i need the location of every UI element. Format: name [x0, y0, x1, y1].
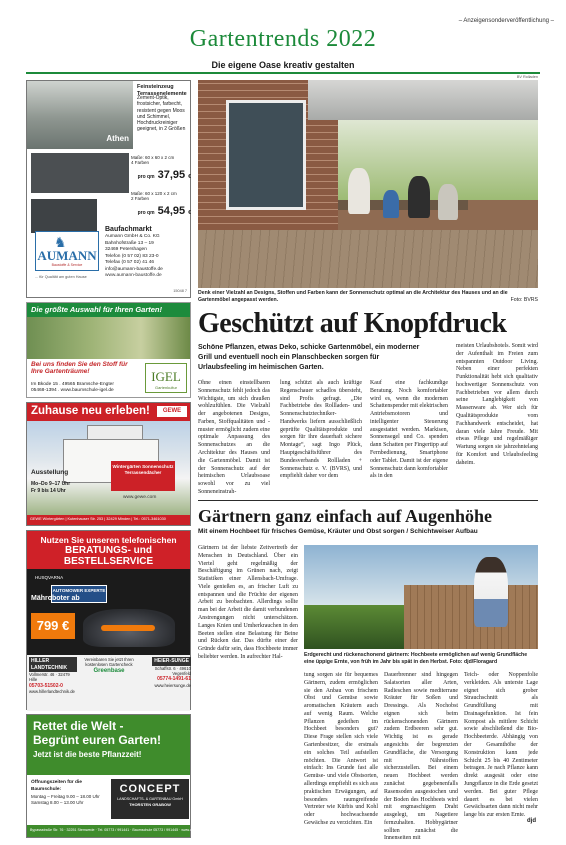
concept-hours: Öffnungszeiten für die Baumschule: Montag – Freitag 9.00 – 18.00 Uhr Samstag 8.00 – 13.00 Uhr: [31, 780, 100, 805]
raised-bed-photo: [304, 545, 538, 649]
article2-title: Gärtnern ganz einfach auf Augenhöhe: [198, 506, 493, 526]
igel-address: Im Bkode 15 . 49565 Bramsche-Engter 05468-1394 . www.baumschule-igel.de: [31, 382, 114, 394]
feature-title: Feinsteinzeug Terrassenelemente: [137, 84, 187, 97]
ad-gewe[interactable]: [26, 402, 191, 526]
aumann-logo: ♞ AUMANN Baustoffe & Service: [35, 231, 99, 271]
photo-brand: Athen: [106, 134, 129, 143]
product-badge: Wintergärten Sonnenschutz Terrassendächer: [111, 461, 175, 491]
husqvarna-badge: HUSQVARNA AUTOMOWER EXPERTE: [35, 573, 107, 613]
person-2: [383, 190, 399, 218]
price-1: pro qm 37,95 €: [137, 169, 191, 181]
garden-photo: [27, 317, 190, 359]
exhibit-label: Ausstellung: [31, 469, 69, 476]
robot-mower-image: [83, 609, 175, 647]
opening-hours: Mo–Do 9–17 Uhr Fr 9 bis 14 Uhr: [31, 481, 71, 494]
ad-husqvarna[interactable]: [26, 530, 191, 710]
terrace-photo: [198, 80, 538, 288]
dealer-heiersunge[interactable]: HEIER-SUNGE Schaffstr. 6 · 49610 Vegenfeld 05774-1491-61 www.heiersunge.de: [154, 658, 191, 688]
person-4: [438, 184, 458, 220]
ad-photo-furniture: [27, 81, 133, 149]
photo-code: BV Rolladen: [516, 75, 538, 79]
horse-icon: ♞: [54, 234, 67, 250]
gewe-headline: Zuhause neu erleben!: [27, 403, 190, 421]
concept-footer: Bypassstraße Str. 76 · 32251 Stemwede · Tel. 05773 / 991441 · Baumschule 05773 / 991445 · www.concept-grabow.de: [27, 825, 190, 837]
article-lead: Schöne Pflanzen, etwas Deko, schicke Gartenmöbel, ein moderner Grill und eventuell noch ein Planschbecken sorgen für Urlaubsfeeling im heimischen Garten.: [198, 344, 420, 372]
aumann-slogan: ... für Qualität am guten Hause: [35, 275, 87, 279]
page-title: Gartentrends 2022: [189, 26, 377, 52]
igel-logo: IGEL Gartenkultur: [145, 363, 187, 393]
article-separator: [198, 500, 538, 501]
article-col-4: meisten Urlaubshotels. Somit wird der Aufenthalt im Freien zum entspannten Outdoor Living. Neben einer perfekten Funktionalität hebt sich qualitativ hochwertiger Sonnenschutz von Fachbetrieben vor allem durch seine Langlebigkeit von Massenware ab. Wer sich für Qualitätsprodukte vom Fachhandwerk entscheidet, hat daran viele Jahre Freude. Mit etwas Pflege und regelmäßiger Wartung sorgen sie jahrzehntelang für Komfort und Urlaubsfeeling daheim.: [456, 343, 538, 466]
header-rule: [26, 72, 540, 74]
photo2-caption: Erdgerecht und rückenschonend gärtnern: Hochbeete ermöglichen auf wenig Grundfläche eine üppige Ernte, von früh im Jahr bis spät in den Herbst. Foto: djd/Floragard: [304, 652, 528, 666]
article2-col-c: Dauerbrenner sind hingegen Salatsorten aller Arten, Radieschen sowie mediterrane Kräuter für Soßen und Dressings. Als Nochobst eignen sich beim rückenschonenden Gärtnern zudem Erdbeeren sehr gut. Wichtig ist es gerade angesichts der begrenzten Grundfläche, die Versorgung mit Nährstoffen sicherzustellen. Bei einem neuen Hochbeet werden zunächst gegebenenfalls Rasensoden ausgestochen und der Boden des Hochbeets wird mit engmaschigem Draht ausgelegt, um Nagetiere fernzuhalten. Hobbygärtner sollten zunächst die Innenseiten mit: [384, 672, 458, 842]
article2-col-b: tung sorgen sie für bequemes Gärtnern, zudem ermöglichen sie den Anbau von frischem Obst und Gemüse sowie aromatischen Kräutern auch auf wenig Raum. Welche Pflanzen gedeihen im Hochbeet besonders gut? Diese Frage stellen sich viele Gartenbesitzer, die erstmals ein solches Teil aufstellen möchten. Die Antwort ist einfach: Ins Grunde fast alle Gemüse- und viele Obstsorten, allerdings empfiehlt es sich aus praktischen Erwägungen, auf besonders raumgreifende Vertreter wie Kürbis und Kohl oder hochwachsende Gewächse zu verzichten. Ein: [304, 672, 378, 826]
mower-label: Mähroboter ab: [31, 595, 80, 602]
price-2: pro qm 54,95 €: [137, 205, 191, 217]
article-col-2: lung schützt als auch kräftige Regenschauer schadlos übersteht, sind Profis gefragt. „Die Fachbetriebe des Rollladen- und Sonnenschutztechniker-Handwerks liefern ausschließlich geprüfte Qualitätsprodukte und sorgen für ihre dauerhaft sichere Montage“, sagt Ingo Plück, Hauptgeschäftsführer des Bundesverbands Rollladen + Sonnenschutz e. V. (BVRS), und empfiehlt daher vor dem: [280, 380, 362, 480]
signature: djd: [527, 818, 536, 824]
gardener: [474, 557, 508, 627]
article-title: Geschützt auf Knopfdruck: [198, 308, 507, 339]
spec-1: Maße: 60 x 60 x 2 cm 4 Farben: [131, 155, 175, 166]
ad-concept[interactable]: [26, 714, 221, 838]
concept-banner: Rettet die Welt - Begrünt euren Garten! Jetzt ist die beste Pflanzzeit!: [27, 715, 190, 775]
dealer-hiller[interactable]: HILLER LANDTECHNIK Vollmerstr. 46 · 32479 Hille 05703-51502-0 www.hillerlandtechnik.de: [29, 657, 77, 695]
ad-code: 15048 7: [173, 289, 187, 293]
article-col-3: Kauf eine fachkundige Beratung. Noch komfortabler wird es, wenn die modernen Schattenspender mit elektrischen Antriebsmotoren und intelligenter Steuerung ausgestattet werden. Markisen, Sonnensegel und Co. spenden dann Schatten per Fingertipp auf Fernbedienung, Smartphone oder Tablet. Damit ist der eigene Sonnenschutz dann komfortabler als in den: [370, 380, 448, 480]
gewe-footer: GEWE Wintergärten | Kutenhauser Str. 253 | 32429 Minden | Tel.: 0571-3461030: [27, 515, 190, 525]
raised-bed: [404, 585, 538, 649]
photo-caption: Denk einer Vielzahl an Designs, Stoffen und Farben kann der Sonnenschutz optimal an die Architektur des Hauses und an die Gartenmöbel angepasst werden. Foto: BVRS: [198, 290, 538, 304]
mower-price: 799 €: [31, 613, 75, 639]
article2-lead: Mit einem Hochbeet für frisches Gemüse, Kräuter und Obst sorgen / Schichtweiser Aufbau: [198, 528, 478, 535]
page-subtitle: Die eigene Oase kreativ gestalten: [211, 60, 355, 70]
wooden-deck: [198, 230, 538, 288]
gewe-website[interactable]: www.gewe.com: [123, 495, 157, 500]
person-3: [408, 176, 430, 218]
ad-igel[interactable]: [26, 302, 191, 398]
person-1: [348, 168, 370, 214]
concept-logo: CONCEPT LANDSCHAFTS- & GARTENBAU GmbH THORSTEN GRABOW: [111, 779, 189, 819]
article2-col-d: Teich- oder Noppenfolie verkleiden. Als unterste Lage eignet sich grober Strauchschnitt als Grundfüllung mit Drainagefunktion. Ist fein Kompost als mittlere Schicht sowie abschließend die Bio-Hochbeeterde. Abhängig von der Gesamthöhe der Konstruktion kann jede Schicht 25 bis 40 Zentimeter betragen. Je nach Pflanze kann direkt ausgesät oder eine Jungpflanze in die Erde gesetzt werden. Bei guter Pflege dauert es bei vielen Gewächsarten dann nicht mehr lange bis zur ersten Ernte.: [464, 672, 538, 819]
dealers: [27, 655, 190, 711]
ad-aumann[interactable]: [26, 80, 191, 298]
dealer-greenbase[interactable]: Vereinbaren Sie jetzt Ihren kostenlosen Gartencheck Greenbase: [84, 657, 134, 674]
feature-desc: Zement-Optik, frostsicher, farbecht, resistent gegen Moos und Schimmel, Hochdruckreiniger geeignet, in 2 Größen: [137, 95, 186, 133]
aumann-address: Baufachmarkt Aumann GmbH & Co. KG Bahnhofstraße 13 – 19 32469 Petershagen Telefon (0 57 02) 83 23-0 Telefax (0 57 02) 41 46 info@aumann-baustoffe.de www.aumann-baustoffe.de: [105, 226, 163, 279]
supplement-tag: – Anzeigensonderveröffentlichung –: [458, 18, 554, 24]
igel-banner: Die größte Auswahl für Ihren Garten!: [27, 303, 190, 317]
article-col-1: Ohne einen einstellbaren Sonnenschutz fehlt jedoch das Wichtigste, um sich draußen wohlzufühlen. Die Vielzahl der angebotenen Designs, Farben, Stoffqualitäten und -muster ermöglicht zudem eine optimale Anpassung des Sonnenschutzes an die Architektur des Hauses und die Gartenmöbel. Damit ist der Sonnenschutz auf der heimischen Urlaubsoase sowohl vor zu viel Sonneneinstrah-: [198, 380, 270, 495]
article2-col-a: Gärtnern ist der liebste Zeitvertreib der Menschen in Deutschland. Über ein Viertel geht regelmäßig der Beschäftigung im Grünen nach, zeigt Statistiken einer Allensbach-Umfrage. Viele genießen es, an frischer Luft zu entspannen und die Früchte der eigenen Arbeit zu beobachten. Allerdings sollte man bei der Arbeit die damit verbundenen Anstrengungen nicht unterschätzen. Langes Knien und Umherkrauchen in den Beeten stellen eine Belastung für Beine und Rücken dar. Das dürfte einer der Gründe dafür sein, dass Hochbeete immer beliebter werden. In aufrechter Hal-: [198, 545, 298, 660]
gewe-logo: GEWE: [157, 406, 187, 417]
tile-image-small: [31, 199, 97, 233]
service-banner: Nutzen Sie unseren telefonischen BERATUNGS- und BESTELLSERVICE: [27, 531, 190, 569]
tile-image-large: [31, 153, 129, 193]
igel-slogan: Bei uns finden Sie den Stoff für Ihre Gartenträume!: [31, 361, 128, 376]
window: [226, 100, 306, 210]
spec-2: Maße: 60 x 120 x 2 cm 2 Farben: [131, 191, 177, 202]
awning: [308, 80, 538, 120]
